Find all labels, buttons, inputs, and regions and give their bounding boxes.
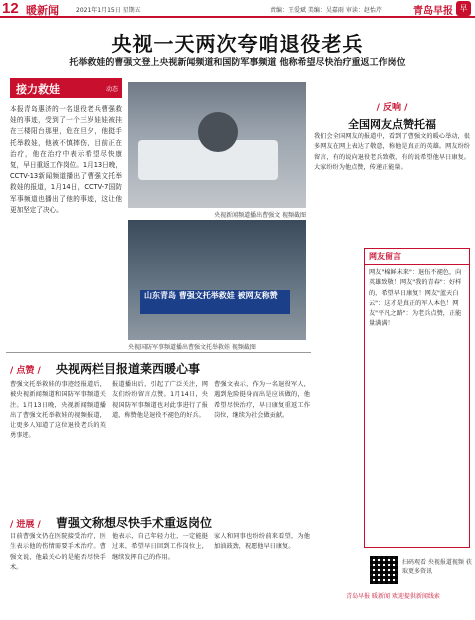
progress-kicker: / 进展 / (10, 520, 41, 530)
photo2-overlay-tag: 山东青岛 曹强文托举救娃 被网友称赞 (140, 290, 290, 314)
issue-date: 2021年1月15日 星期五 (76, 7, 141, 14)
reaction-kicker: / 反响 / (376, 103, 408, 113)
reaction-body: 我们会全国网友的报道中，看到了曹强文的暖心举动，很多网友在网上表达了敬意，称他是真正的英雄。网友纷纷留言，有的说向退役老兵致敬，有的说希望他早日康复。大家纷纷为他点赞，传递正能量。 (314, 133, 470, 171)
news-photo-hospital (128, 82, 306, 208)
netizen-comments-box (364, 248, 470, 548)
netizen-comments-text: 网友"棉鲜未来"：退伍不褪色，向英雄致敬！网友"我的青春"：好样的，希望早日康复！网友"蓝天白云"：这才是真正的军人本色！网友"平凡之路"：为老兵点赞，正能量满满！ (369, 269, 462, 328)
main-headline: 央视一天两次夸咱退役老兵 (111, 32, 364, 56)
page-header (0, 0, 475, 18)
reaction-header (312, 100, 472, 132)
reaction-title: 全国网友点赞托福 (348, 118, 436, 131)
lede-column (10, 78, 122, 303)
story-tag-sub: 动态 (105, 86, 118, 93)
news-photo-building (128, 220, 306, 340)
praise-col-1: 曹强文托举救娃的事迹经报道后，被央视新闻频道和国防军事频道关注。1月13日晚，央视新闻频道播出了曹强文托举救娃的视频报道，让更多人知道了这位退役老兵的英勇事迹。 (10, 381, 106, 440)
netizen-comments-title: 网友留言 (365, 249, 469, 265)
page-number: 12 (2, 0, 19, 17)
page-footer: 青岛早报 暖新闻 欢迎提供新闻线索 (346, 593, 440, 600)
progress-section-header (10, 512, 310, 531)
section-name: 暖新闻 (26, 4, 59, 17)
sub-headline: 托举救娃的曹强文登上央视新闻频道和国防军事频道 他称希望尽快治疗重返工作岗位 (69, 58, 406, 68)
photo2-caption: 央视国防军事频道播出曹强文托举救娃 视频截图 (128, 344, 256, 351)
qr-code-icon[interactable] (370, 556, 398, 584)
qr-caption: 扫码观看 央视报道视频 获取更多资讯 (402, 559, 472, 575)
lede-text: 本报青岛惠济的一名退役老兵曹强救娃的事迹，受到了一个三岁娃娃被挂在三楼阳台那里，危在旦夕，他挺手托举救娃，他被不慎摔伤，目前正在治疗，他在治疗中表示希望尽快康复，早日重返工作岗位。1月13日晚，CCTV-13新闻频道播出了曹强文托举救娃的报道，1月14日，CCTV-7国防军事频道也播出了他的事迹，这让他更加坚定了决心。 (10, 105, 122, 214)
progress-title: 曹强文称想尽快手术重返岗位 (55, 516, 212, 530)
progress-col-1: 目前曹强文仍在医院接受治疗，医生表示他的伤情需要手术治疗。曹强文说，他最关心的是能否尽快手术。 (10, 533, 106, 571)
section-divider (6, 352, 311, 353)
praise-section-header (10, 358, 310, 377)
newspaper-brand: 青岛早报 (413, 6, 453, 17)
progress-col-2: 他表示，自己年轻力壮，一定能挺过来，希望早日回到工作岗位上，继续发挥自己的作用。 (112, 533, 208, 561)
story-tag-title: 接力救娃 (16, 83, 60, 96)
praise-title: 央视两栏目报道莱西暖心事 (55, 362, 200, 376)
praise-col-2: 报道播出后，引起了广泛关注，网友们纷纷留言点赞。1月14日，央视国防军事频道也对此事进行了报道，称赞他是退役不褪色的好兵。 (112, 381, 208, 419)
editor-credits: 责编：王爱斌 美编：吴嘉雨 审读：赵怡芹 (270, 7, 382, 14)
story-tag (10, 78, 122, 98)
newspaper-logo-icon: 早 (456, 1, 471, 16)
progress-col-3: 家人和同事也纷纷前来看望，为他加油鼓劲，祝愿他早日康复。 (214, 533, 310, 551)
praise-col-3: 曹强文表示，作为一名退役军人，遇到危险挺身而出是应该做的，他希望尽快治疗，早日康复重返工作岗位，继续为社会做贡献。 (214, 381, 310, 419)
praise-kicker: / 点赞 / (10, 366, 41, 376)
photo1-caption: 央视新闻频道播出曹强文 视频截图 (214, 212, 306, 219)
photo-person-shape (198, 112, 238, 152)
